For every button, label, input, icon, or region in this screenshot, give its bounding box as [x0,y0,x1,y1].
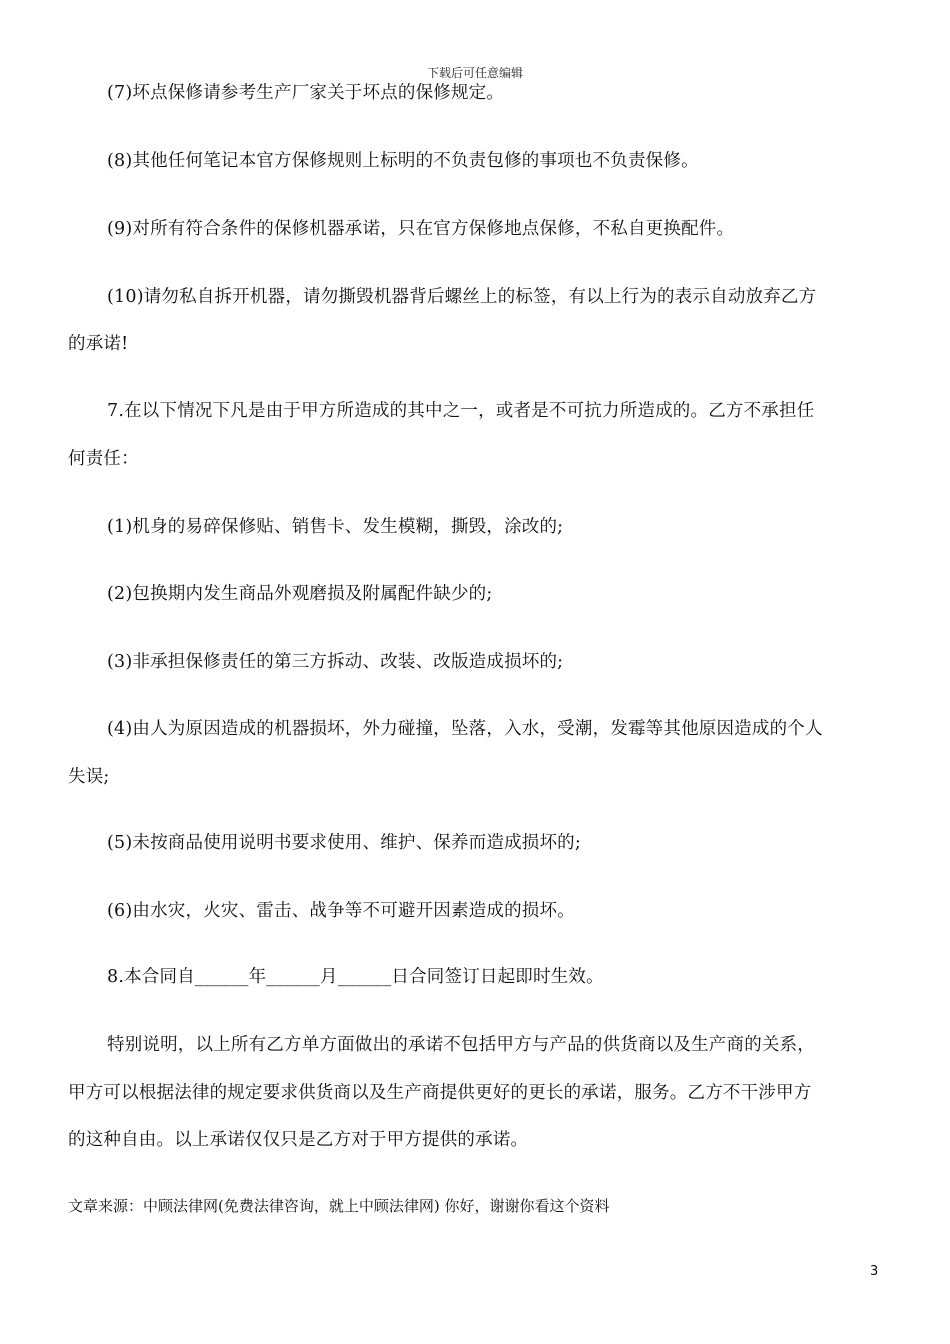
page-number: 3 [870,1264,879,1279]
special-note-line-2: 甲方可以根据法律的规定要求供货商以及生产商提供更好的更长的承诺，服务。乙方不干涉甲方 [68,1083,812,1103]
item-1: (1)机身的易碎保修贴、销售卡、发生模糊，撕毁，涂改的; [107,517,564,537]
header-note: 下载后可任意编辑 [426,66,523,80]
item-2: (2)包换期内发生商品外观磨损及附属配件缺少的; [107,584,493,604]
clause-7-10-line-2: 的承诺! [68,334,129,354]
clause-7-7: (7)坏点保修请参考生产厂家关于坏点的保修规定。 [107,83,505,103]
item-5: (5)未按商品使用说明书要求使用、维护、保养而造成损坏的; [107,833,581,853]
clause-7-9: (9)对所有符合条件的保修机器承诺，只在官方保修地点保修，不私自更换配件。 [107,219,735,239]
section-7-line-2: 何责任： [68,449,139,469]
item-4-line-1: (4)由人为原因造成的机器损坏，外力碰撞，坠落，入水，受潮，发霉等其他原因造成的个人 [107,719,823,739]
section-7-line-1: 7.在以下情况下凡是由于甲方所造成的其中之一，或者是不可抗力所造成的。乙方不承担任 [107,401,815,421]
special-note-line-1: 特别说明，以上所有乙方单方面做出的承诺不包括甲方与产品的供货商以及生产商的关系， [107,1035,815,1055]
clause-7-10-line-1: (10)请勿私自拆开机器，请勿撕毁机器背后螺丝上的标签，有以上行为的表示自动放弃乙方 [107,287,817,307]
clause-7-8: (8)其他任何笔记本官方保修规则上标明的不负责包修的事项也不负责保修。 [107,151,699,171]
section-8: 8.本合同自______年______月______日合同签订日起即时生效。 [107,967,604,987]
item-6: (6)由水灾，火灾、雷击、战争等不可避开因素造成的损坏。 [107,901,575,921]
item-4-line-2: 失误; [68,767,110,787]
source-line: 文章来源：中顾法律网(免费法律咨询，就上中顾法律网) 你好，谢谢你看这个资料 [68,1197,610,1215]
special-note-line-3: 的这种自由。以上承诺仅仅只是乙方对于甲方提供的承诺。 [68,1130,529,1150]
item-3: (3)非承担保修责任的第三方拆动、改装、改版造成损坏的; [107,652,564,672]
